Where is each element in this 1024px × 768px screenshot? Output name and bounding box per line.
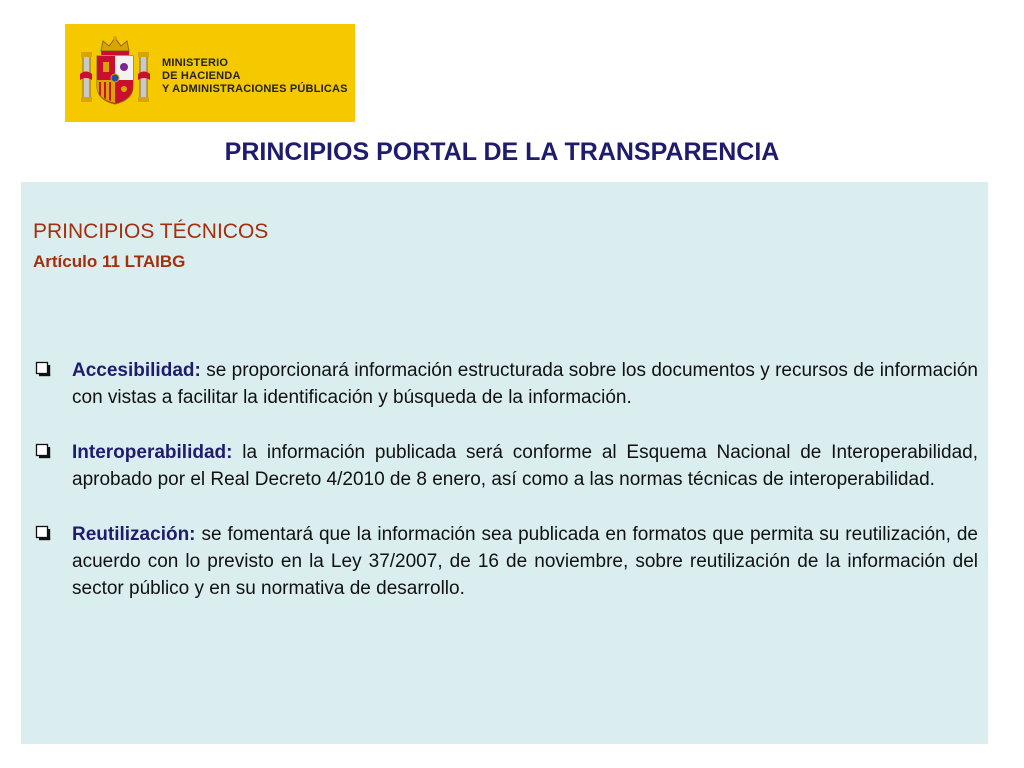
section-subtitle: Artículo 11 LTAIBG [33, 252, 186, 271]
list-item [33, 439, 978, 493]
checkbox-bullet-icon [35, 525, 51, 541]
list-item-description: se proporcionará información estructurada sobre los documentos y recursos de información con vistas a facilitar la identificación y búsqueda de la información. [72, 360, 978, 408]
list-item-text [72, 521, 978, 602]
ministry-line-1: MINISTERIO [162, 57, 229, 69]
ministry-line-3: Y ADMINISTRACIONES PÚBLICAS [162, 83, 348, 95]
ministry-name [162, 57, 348, 96]
coat-of-arms-icon [79, 34, 151, 112]
principles-list [33, 357, 978, 630]
list-item-term: Accesibilidad: [72, 360, 201, 381]
list-item-description: se fomentará que la información sea publicada en formatos que permita su reutilización, de acuerdo con lo previsto en la Ley 37/2007, de 16 de noviembre, sobre reutilización de la información del sector público y en su normativa de desarrollo. [72, 524, 978, 599]
list-item [33, 357, 978, 411]
list-item-term: Reutilización: [72, 524, 196, 545]
list-item-description: la información publicada será conforme al Esquema Nacional de Interoperabilidad, aprobado por el Real Decreto 4/2010 de 8 enero, así como a las normas técnicas de interoperabilidad. [72, 442, 978, 490]
checkbox-bullet-icon [35, 361, 51, 377]
checkbox-bullet-icon [35, 443, 51, 459]
ministry-logo [65, 24, 355, 122]
ministry-line-2: DE HACIENDA [162, 70, 241, 82]
list-item [33, 521, 978, 602]
list-item-text [72, 439, 978, 493]
section-title: PRINCIPIOS TÉCNICOS [33, 220, 269, 243]
slide-title: PRINCIPIOS PORTAL DE LA TRANSPARENCIA [224, 138, 780, 166]
list-item-term: Interoperabilidad: [72, 442, 233, 463]
list-item-text [72, 357, 978, 411]
content-panel [21, 182, 988, 744]
